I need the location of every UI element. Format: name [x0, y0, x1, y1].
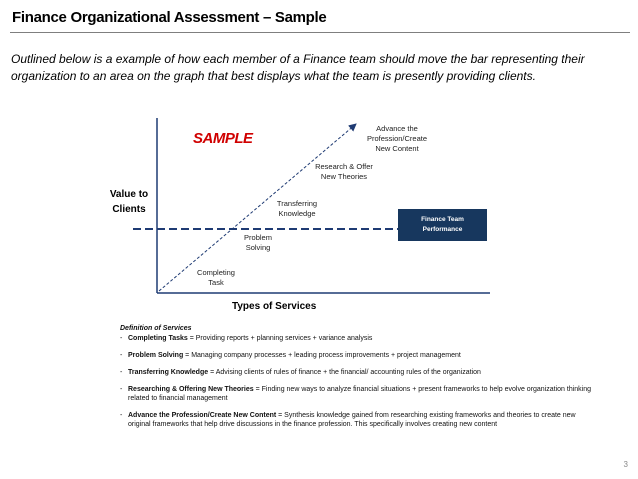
definition-item: [120, 351, 600, 360]
definition-term: Transferring Knowledge: [128, 369, 209, 376]
finance-team-performance-bar[interactable]: [398, 209, 487, 241]
step-line: Research & Offer: [315, 162, 373, 171]
definition-text: = Synthesis knowledge gained from researching existing frameworks and theories to create new original frameworks that help drive discussions in the finance profession. This specifically involves creating new content: [128, 412, 576, 428]
definition-item: [120, 334, 600, 343]
definition-term: Problem Solving: [128, 352, 184, 359]
intro-text: Outlined below is a example of how each member of a Finance team should move the bar representing their organization to an area on the graph that best displays what the team is presently providing clients.: [11, 52, 585, 83]
step-line: New Content: [375, 144, 419, 153]
performance-box-line1: Finance Team: [421, 216, 464, 223]
y-axis-label-line2: Clients: [112, 204, 146, 215]
step-line: Advance the: [376, 124, 418, 133]
definitions-heading: Definition of Services: [120, 325, 192, 332]
page-number: 3: [623, 460, 628, 469]
step-line: Problem: [244, 233, 272, 242]
step-research-new-theories: [306, 162, 382, 182]
step-completing-task: [193, 268, 239, 288]
step-line: Solving: [245, 243, 271, 252]
definition-item: [120, 368, 600, 377]
sample-watermark: SAMPLE: [193, 130, 253, 147]
definition-item: [120, 411, 600, 429]
definition-text: = Finding new ways to analyze financial situations + present frameworks to help evolve organization thinking related to financial management: [128, 386, 592, 402]
step-line: Completing: [197, 268, 235, 277]
definition-text: = Advising clients of rules of finance + the financial/ accounting rules of the organization: [208, 369, 481, 376]
y-axis-label-line1: Value to: [109, 189, 149, 200]
step-line: Transferring: [276, 199, 318, 208]
step-advance-profession: [357, 124, 437, 154]
definition-item: [120, 385, 600, 403]
performance-box-line2: Performance: [422, 226, 463, 233]
step-line: Knowledge: [278, 209, 316, 218]
step-transferring-knowledge: [270, 199, 324, 219]
step-line: Task: [208, 278, 224, 287]
x-axis-label: Types of Services: [232, 301, 317, 312]
definition-text: = Managing company processes + leading process improvements + project management: [183, 352, 461, 359]
definition-text: = Providing reports + planning services + variance analysis: [187, 335, 373, 342]
slide-title: Finance Organizational Assessment – Sample: [12, 9, 327, 26]
definition-term: Advance the Profession/Create New Content: [128, 412, 277, 419]
step-line: New Theories: [320, 172, 368, 181]
y-axis-label: [100, 187, 158, 217]
definition-term: Completing Tasks: [128, 335, 188, 342]
definition-term: Researching & Offering New Theories: [128, 386, 254, 393]
progression-arrow: [159, 124, 356, 291]
definitions-list: [120, 324, 600, 437]
step-problem-solving: [236, 233, 280, 253]
step-line: Profession/Create: [366, 134, 428, 143]
